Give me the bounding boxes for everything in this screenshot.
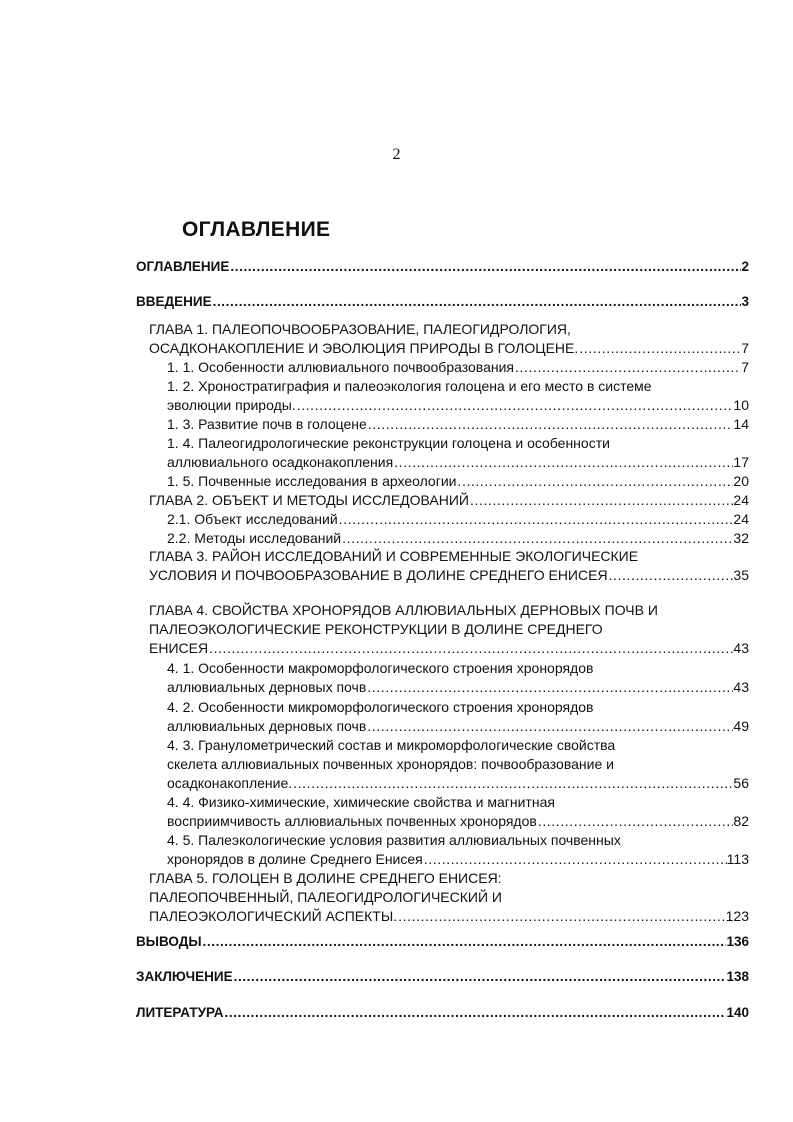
toc-entry-page: 49: [733, 718, 749, 734]
toc-entry-page: 43: [733, 640, 749, 656]
toc-entry-title-line: ГЛАВА 4. СВОЙСТВА ХРОНОРЯДОВ АЛЛЮВИАЛЬНЫХ ДЕРНОВЫХ ПОЧВ И: [149, 602, 658, 618]
dot-leader: [456, 472, 733, 491]
toc-entry-4-4[interactable]: [167, 793, 749, 831]
toc-entry-chapter-3[interactable]: [149, 547, 749, 585]
toc-entry-title-line: скелета аллювиальных почвенных хронорядов: почвообразование и: [167, 756, 614, 772]
toc-entry-title: 2.1. Объект исследований: [167, 511, 338, 527]
toc-entry-page: 2: [741, 259, 749, 274]
toc-entry-title-line: ГЛАВА 3. РАЙОН ИССЛЕДОВАНИЙ И СОВРЕМЕННЫЕ ЭКОЛОГИЧЕСКИЕ: [149, 548, 639, 564]
toc-entry-title-line: 1. 2. Хроностратиграфия и палеоэкология голоцена и его место в системе: [167, 378, 652, 394]
toc-entry-page: 123: [725, 908, 749, 924]
toc-entry-1-5[interactable]: [167, 472, 749, 491]
toc-entry-title-line: 4. 2. Особенности микроморфологического строения хронорядов: [167, 699, 594, 715]
toc-entry-title-line: аллювиального осадконакопления: [167, 454, 394, 470]
dot-leader: [608, 566, 734, 585]
toc-entry-page: 82: [733, 813, 749, 829]
dot-leader: [208, 639, 733, 658]
toc-entry-4-3[interactable]: [167, 736, 749, 793]
dot-leader: [292, 774, 733, 793]
toc-entry-title-line: аллювиальных дерновых почв: [167, 679, 367, 695]
toc-entry-title: 1. 5. Почвенные исследования в археологии: [167, 473, 457, 489]
toc-entry-1-4[interactable]: [167, 434, 749, 472]
toc-entry-vvedenie[interactable]: [136, 292, 749, 311]
toc-entry-4-1[interactable]: [167, 659, 749, 697]
toc-entry-oglavlenie[interactable]: [136, 257, 749, 276]
toc-entry-vyvody[interactable]: [136, 932, 749, 951]
toc-entry-page: 14: [733, 416, 749, 432]
toc-entry-title-line: 4. 3. Гранулометрический состав и микроморфологические свойства: [167, 737, 616, 753]
toc-entry-page: 10: [733, 397, 749, 413]
toc-entry-zaklyuchenie[interactable]: [136, 967, 749, 986]
toc-entry-title: ВЫВОДЫ: [136, 934, 202, 949]
dot-leader: [296, 396, 734, 415]
dot-leader: [212, 292, 742, 311]
toc-entry-2-1[interactable]: [167, 510, 749, 529]
toc-entry-chapter-1[interactable]: [149, 320, 749, 358]
toc-entry-title-line: ПАЛЕОЭКОЛОГИЧЕСКИЕ РЕКОНСТРУКЦИИ В ДОЛИНЕ СРЕДНЕГО: [149, 621, 603, 637]
toc-entry-4-5[interactable]: [167, 831, 749, 869]
dot-leader: [338, 510, 734, 529]
toc-entry-title-line: аллювиальных дерновых почв: [167, 718, 367, 734]
page-title: ОГЛАВЛЕНИЕ: [182, 218, 331, 241]
toc-entry-title: 2.2. Методы исследований: [167, 530, 342, 546]
dot-leader: [397, 907, 726, 926]
toc-entry-page: 7: [741, 340, 749, 356]
toc-entry-title: 1. 3. Развитие почв в голоцене: [167, 416, 367, 432]
toc-entry-page: 140: [726, 1005, 749, 1020]
toc-entry-title: ГЛАВА 2. ОБЪЕКТ И МЕТОДЫ ИССЛЕДОВАНИЙ: [149, 492, 469, 508]
toc-entry-page: 20: [733, 473, 749, 489]
toc-entry-page: 43: [733, 679, 749, 695]
toc-entry-1-1[interactable]: [167, 358, 749, 377]
toc-entry-title-line: ГЛАВА 5. ГОЛОЦЕН В ДОЛИНЕ СРЕДНЕГО ЕНИСЕЯ:: [149, 870, 502, 886]
toc-entry-page: 56: [733, 775, 749, 791]
toc-entry-title-line: ПАЛЕОЭКОЛОГИЧЕСКИЙ АСПЕКТЫ.: [149, 908, 398, 924]
dot-leader: [423, 850, 727, 869]
toc-entry-title-line: ОСАДКОНАКОПЛЕНИЕ И ЭВОЛЮЦИЯ ПРИРОДЫ В ГОЛОЦЕНЕ.: [149, 340, 579, 356]
dot-leader: [366, 678, 733, 697]
toc-entry-4-2[interactable]: [167, 698, 749, 736]
toc-entry-title-line: ПАЛЕОПОЧВЕННЫЙ, ПАЛЕОГИДРОЛОГИЧЕСКИЙ И: [149, 889, 502, 905]
toc-entry-chapter-5[interactable]: [149, 869, 749, 926]
dot-leader: [578, 339, 741, 358]
toc-entry-page: 24: [733, 492, 749, 508]
dot-leader: [537, 812, 734, 831]
page-number: 2: [392, 146, 401, 163]
toc-entry-page: 24: [733, 511, 749, 527]
toc-entry-title-line: 1. 4. Палеогидрологические реконструкции голоцена и особенности: [167, 435, 610, 451]
dot-leader: [229, 257, 741, 276]
dot-leader: [341, 529, 733, 548]
toc-entry-title-line: 4. 5. Палеэкологические условия развития аллювиальных почвенных: [167, 832, 621, 848]
dot-leader: [366, 717, 733, 736]
toc-entry-title-line: осадконакопление.: [167, 775, 293, 791]
dot-leader: [233, 967, 727, 986]
toc-entry-title: ЗАКЛЮЧЕНИЕ: [136, 969, 233, 984]
toc-entry-title-line: эволюции природы.: [167, 397, 296, 413]
toc-entry-literatura[interactable]: [136, 1003, 749, 1022]
toc-entry-chapter-4[interactable]: [149, 601, 749, 658]
toc-entry-1-2[interactable]: [167, 377, 749, 415]
toc-entry-title-line: УСЛОВИЯ И ПОЧВООБРАЗОВАНИЕ В ДОЛИНЕ СРЕДНЕГО ЕНИСЕЯ: [149, 567, 608, 583]
toc-entry-title-line: ГЛАВА 1. ПАЛЕОПОЧВООБРАЗОВАНИЕ, ПАЛЕОГИДРОЛОГИЯ,: [149, 321, 571, 337]
toc-entry-page: 113: [726, 851, 749, 867]
toc-entry-title-line: 4. 4. Физико-химические, химические свойства и магнитная: [167, 794, 555, 810]
dot-leader: [393, 453, 733, 472]
dot-leader: [514, 358, 741, 377]
dot-leader: [202, 932, 727, 951]
toc-entry-title-line: ЕНИСЕЯ: [149, 640, 209, 656]
toc-entry-page: 3: [741, 294, 749, 309]
toc-entry-title: ЛИТЕРАТУРА: [136, 1005, 224, 1020]
toc-entry-title: ОГЛАВЛЕНИЕ: [136, 259, 230, 274]
toc-entry-title: 1. 1. Особенности аллювиального почвообразования: [167, 359, 514, 375]
toc-entry-2-2[interactable]: [167, 529, 749, 548]
toc-entry-page: 7: [741, 359, 749, 375]
dot-leader: [367, 415, 734, 434]
toc-entry-page: 17: [733, 454, 749, 470]
toc-entry-title-line: 4. 1. Особенности макроморфологического строения хронорядов: [167, 660, 594, 676]
toc-entry-page: 35: [733, 567, 749, 583]
toc-entry-page: 138: [726, 969, 749, 984]
dot-leader: [224, 1003, 727, 1022]
toc-entry-page: 32: [733, 530, 749, 546]
toc-entry-title-line: восприимчивость аллювиальных почвенных хронорядов: [167, 813, 537, 829]
toc-entry-title-line: хронорядов в долине Среднего Енисея: [167, 851, 423, 867]
toc-entry-1-3[interactable]: [167, 415, 749, 434]
toc-entry-chapter-2[interactable]: [149, 491, 749, 510]
toc-entry-title: ВВЕДЕНИЕ: [136, 294, 212, 309]
dot-leader: [469, 491, 733, 510]
toc-entry-page: 136: [726, 934, 749, 949]
